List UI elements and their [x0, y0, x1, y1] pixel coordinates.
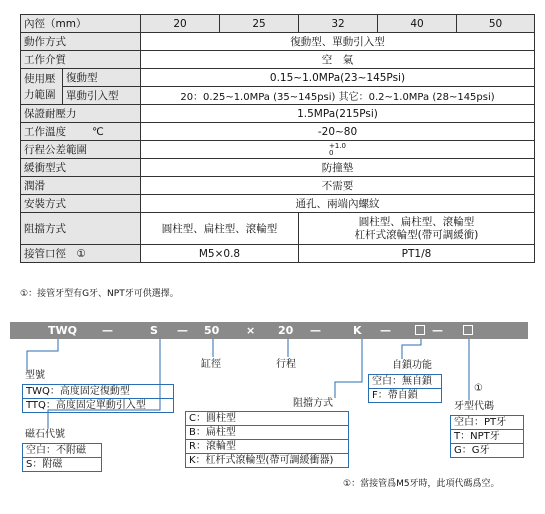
magnet-item-s: S：附磁 — [23, 457, 101, 471]
double-action-label: 復動型 — [63, 69, 141, 87]
double-action-value: 0.15~1.0MPa(23~145Psi) — [141, 69, 535, 87]
thread-item-g: G：G牙 — [451, 443, 523, 457]
lock-item-f: F：帶自鎖 — [369, 388, 441, 402]
thread-note: ①：接管牙型有G牙、NPT牙可供選擇。 — [20, 289, 179, 299]
stopper-item-r: R：滾輪型 — [186, 439, 348, 453]
stroke-tol-upper: +1.0 — [329, 141, 346, 150]
stroke-tol-lower: 0 — [329, 148, 334, 157]
mount-value: 通孔、兩端內螺紋 — [141, 195, 535, 213]
stopper-item-c: C：圓柱型 — [189, 413, 236, 424]
temp-value: -20~80 — [141, 123, 535, 141]
lock-item-none: 空白：無自鎖 — [372, 376, 432, 387]
leader-stopper — [335, 339, 362, 398]
stopper-title: 阻擋方式 — [293, 398, 333, 409]
code-times: × — [246, 324, 256, 337]
stopper-small-bore: 圓柱型、扁柱型、滾輪型 — [141, 213, 299, 245]
thread-item-pt: 空白：PT牙 — [454, 417, 507, 428]
magnet-title: 磁石代號 — [25, 429, 65, 440]
port-small: M5×0.8 — [141, 245, 299, 263]
leader-lock — [402, 339, 421, 359]
stopper-large-line2: 杠杆式滾輪型(帶可調緩衝) — [354, 228, 479, 241]
cushion-value: 防撞墊 — [141, 159, 535, 177]
temp-unit: ℃ — [92, 126, 104, 138]
port-large: PT1/8 — [299, 245, 535, 263]
proof-label: 保證耐壓力 — [21, 105, 141, 123]
type-item-twq: TWQ：高度固定復動型 — [26, 386, 130, 397]
magnet-item-none: 空白：不附磁 — [26, 445, 86, 456]
bore-32: 32 — [299, 15, 378, 33]
bore-25: 25 — [220, 15, 299, 33]
leader-type — [27, 339, 58, 370]
stroke-title: 行程 — [276, 359, 296, 370]
lock-box — [368, 374, 442, 403]
medium-value: 空 氣 — [141, 51, 535, 69]
code-dash-1: — — [102, 324, 113, 337]
m5-note: ①：當接管爲M5牙時，此項代碼爲空。 — [343, 479, 500, 489]
temp-label: 工作溫度 — [24, 126, 66, 138]
thread-box — [450, 415, 524, 458]
single-action-value: 20：0.25~1.0MPa (35~145psi) 其它：0.2~1.0MPa (28~145psi) — [141, 87, 535, 105]
lube-label: 潤滑 — [21, 177, 141, 195]
thread-circle-mark: ① — [474, 383, 483, 394]
lock-title: 自鎖功能 — [392, 360, 432, 371]
code-dash-3: — — [310, 324, 321, 337]
lube-value: 不需要 — [141, 177, 535, 195]
stopper-large-line1: 圓柱型、扁柱型、滾輪型 — [358, 215, 475, 228]
thread-title: 牙型代碼 — [454, 401, 494, 412]
code-twq: TWQ — [48, 324, 77, 337]
stroke-tol-label: 行程公差範圍 — [21, 141, 141, 159]
action-value: 復動型、單動引入型 — [141, 33, 535, 51]
mount-label: 安裝方式 — [21, 195, 141, 213]
code-dash-4: — — [380, 324, 391, 337]
code-s: S — [150, 324, 158, 337]
thread-item-npt: T：NPT牙 — [451, 429, 523, 443]
code-20: 20 — [278, 324, 294, 337]
proof-value: 1.5MPa(215Psi) — [141, 105, 535, 123]
bore-title: 缸徑 — [201, 359, 221, 370]
medium-label: 工作介質 — [21, 51, 141, 69]
stopper-item-b: B：扁柱型 — [186, 425, 348, 439]
single-action-label: 單動引入型 — [63, 87, 141, 105]
code-dash-5: — — [432, 324, 443, 337]
magnet-box — [22, 443, 102, 472]
stopper-label: 阻擋方式 — [21, 213, 141, 245]
pressure-range-label-line2: 力範圍 — [24, 88, 56, 101]
stopper-item-k: K：杠杆式滾輪型(帶可調緩衝器) — [186, 453, 348, 467]
bore-40: 40 — [378, 15, 457, 33]
cushion-label: 緩衝型式 — [21, 159, 141, 177]
pressure-range-label-line1: 使用壓 — [24, 72, 56, 85]
bore-label: 內徑（mm） — [21, 15, 141, 33]
type-box — [22, 384, 174, 413]
bore-20: 20 — [141, 15, 220, 33]
stopper-box — [185, 411, 349, 468]
action-label: 動作方式 — [21, 33, 141, 51]
code-dash-2: — — [177, 324, 188, 337]
code-k: K — [353, 324, 362, 337]
bore-50: 50 — [457, 15, 535, 33]
type-item-ttq: TTQ：高度固定單動引入型 — [23, 398, 173, 412]
type-title: 型號 — [25, 370, 45, 381]
port-label: 接管口徑 ① — [21, 245, 141, 263]
code-50: 50 — [204, 324, 220, 337]
